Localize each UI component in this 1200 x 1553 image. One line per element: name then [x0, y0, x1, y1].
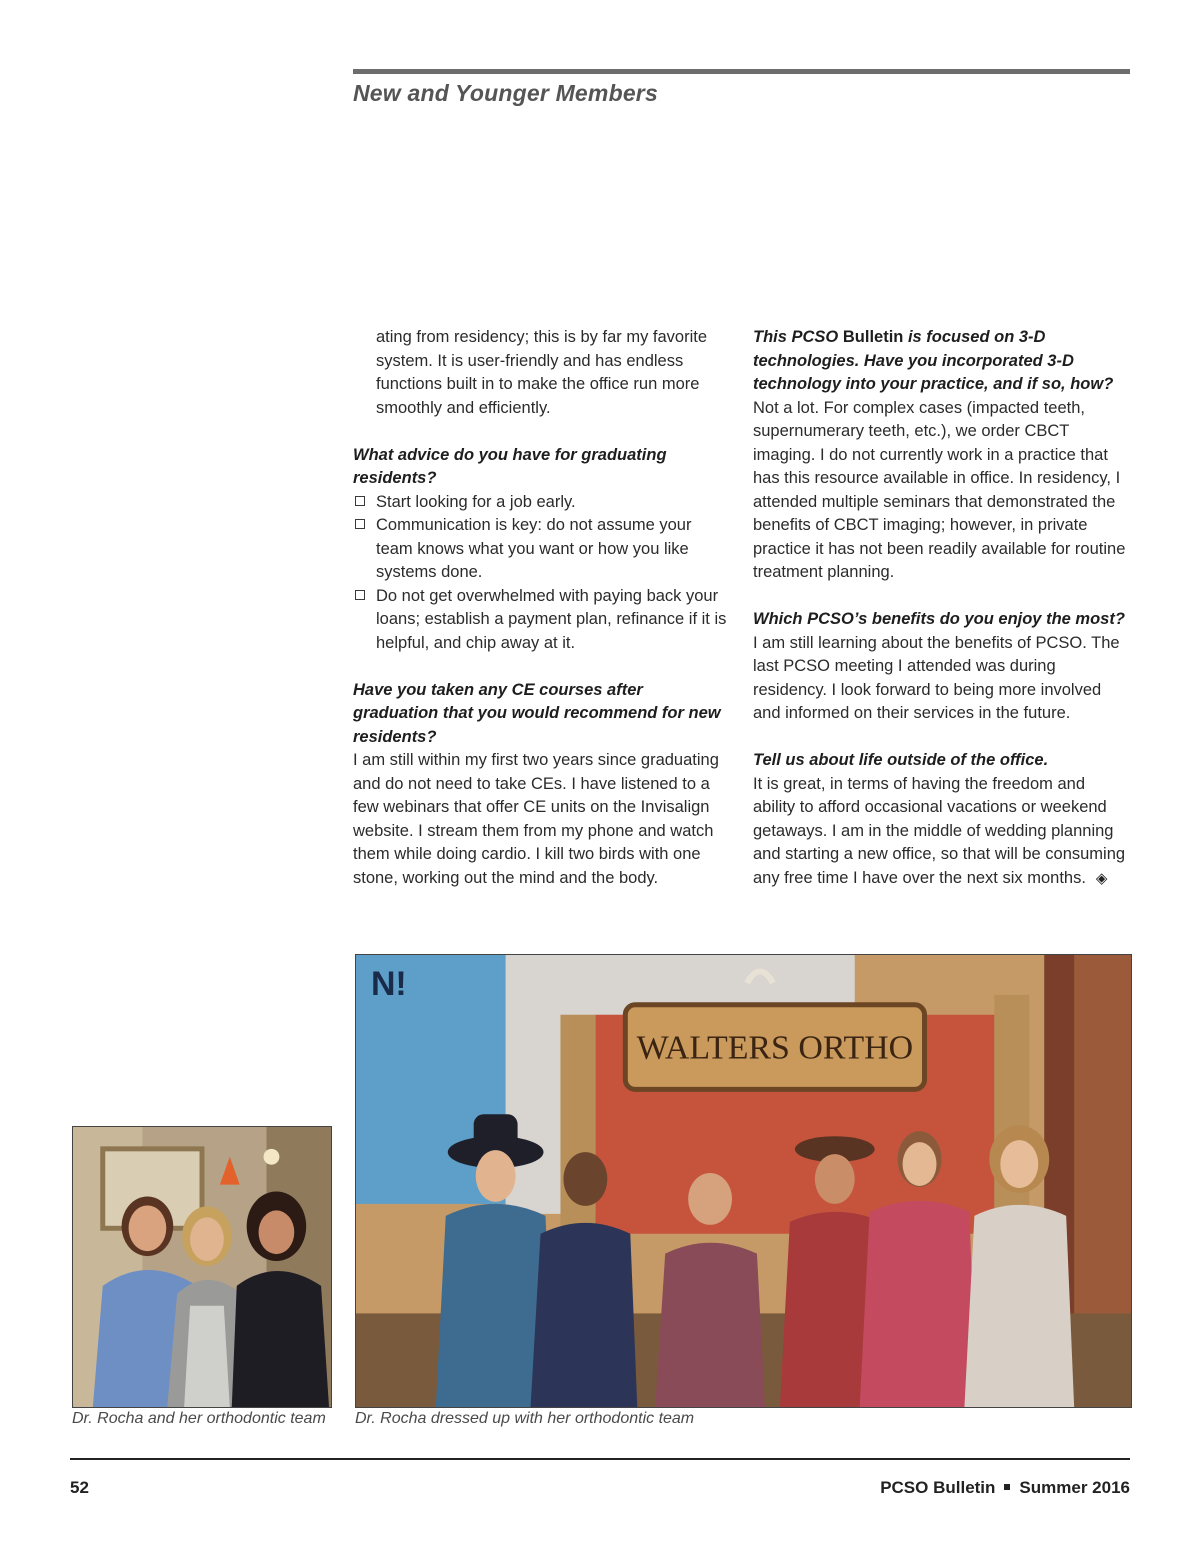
top-rule — [353, 69, 1130, 74]
sign-lettering: WALTERS ORTHO — [636, 1029, 914, 1067]
question-life-outside: Tell us about life outside of the office. — [753, 751, 1049, 769]
bottom-rule — [70, 1458, 1130, 1460]
separator-square-icon — [1004, 1484, 1010, 1490]
photo-rocha-team-illustration — [73, 1127, 331, 1407]
answer-3d-tech: Not a lot. For complex cases (impacted teeth, supernumerary teeth, etc.), we order CBCT imaging. I do not currently work in a practice that has this resource available in office. In residency, I attended multiple seminars that demonstrated the benefits of CBCT imaging; however, in private practice it has not been readily available for routine treatment planning. — [753, 398, 1126, 581]
page-number: 52 — [70, 1478, 89, 1497]
right-column — [753, 326, 1130, 890]
caption-small-photo: Dr. Rocha and her orthodontic team — [72, 1410, 326, 1427]
checkbox-bullet-icon — [355, 519, 365, 529]
photo-team-costume — [355, 954, 1132, 1408]
end-of-article-icon: ◈ — [1095, 869, 1108, 887]
photo-rocha-team — [72, 1126, 332, 1408]
advice-list — [353, 491, 730, 656]
wall-lettering: N! — [370, 964, 407, 1003]
question-advice: What advice do you have for graduating residents? — [353, 445, 667, 487]
advice-item: Do not get overwhelmed with paying back your loans; establish a payment plan, refinance if it is helpful, and chip away at it. — [353, 585, 730, 656]
question-benefits: Which PCSO’s benefits do you enjoy the most? — [753, 610, 1125, 628]
caption-large-photo: Dr. Rocha dressed up with her orthodontic team — [355, 1410, 695, 1427]
checkbox-bullet-icon — [355, 590, 365, 600]
footer-publication: PCSO Bulletin Summer 2016 — [880, 1478, 1130, 1497]
left-column — [353, 326, 730, 890]
answer-life-outside: It is great, in terms of having the freedom and ability to afford occasional vacations or weekend getaways. I am in the middle of wedding planning and starting a new office, so that will be consuming any free time I have over the next six months. ◈ — [753, 773, 1130, 891]
answer-ce-courses: I am still within my first two years since graduating and do not need to take CEs. I have listened to a few webinars that offer CE units on the Invisalign website. I stream them from my phone and watch them while doing cardio. I kill two birds with one stone, working out the mind and the body. — [353, 751, 719, 887]
advice-item: Start looking for a job early. — [353, 491, 730, 515]
answer-benefits: I am still learning about the benefits of PCSO. The last PCSO meeting I attended was during residency. I look forward to being more involved and informed on their services in the future. — [753, 633, 1120, 722]
checkbox-bullet-icon — [355, 496, 365, 506]
question-ce-courses: Have you taken any CE courses after graduation that you would recommend for new residents? — [353, 680, 721, 746]
advice-item: Communication is key: do not assume your team knows what you want or how you like systems done. — [353, 514, 730, 585]
continued-paragraph: ating from residency; this is by far my favorite system. It is user-friendly and has endless functions built in to make the office run more smoothly and efficiently. — [376, 328, 708, 417]
question-3d-tech: This PCSO Bulletin is focused on 3-D technologies. Have you incorporated 3-D technology into your practice, and if so, how? — [753, 328, 1114, 393]
photo-team-costume-illustration — [356, 955, 1131, 1407]
section-title: New and Younger Members — [353, 80, 658, 106]
